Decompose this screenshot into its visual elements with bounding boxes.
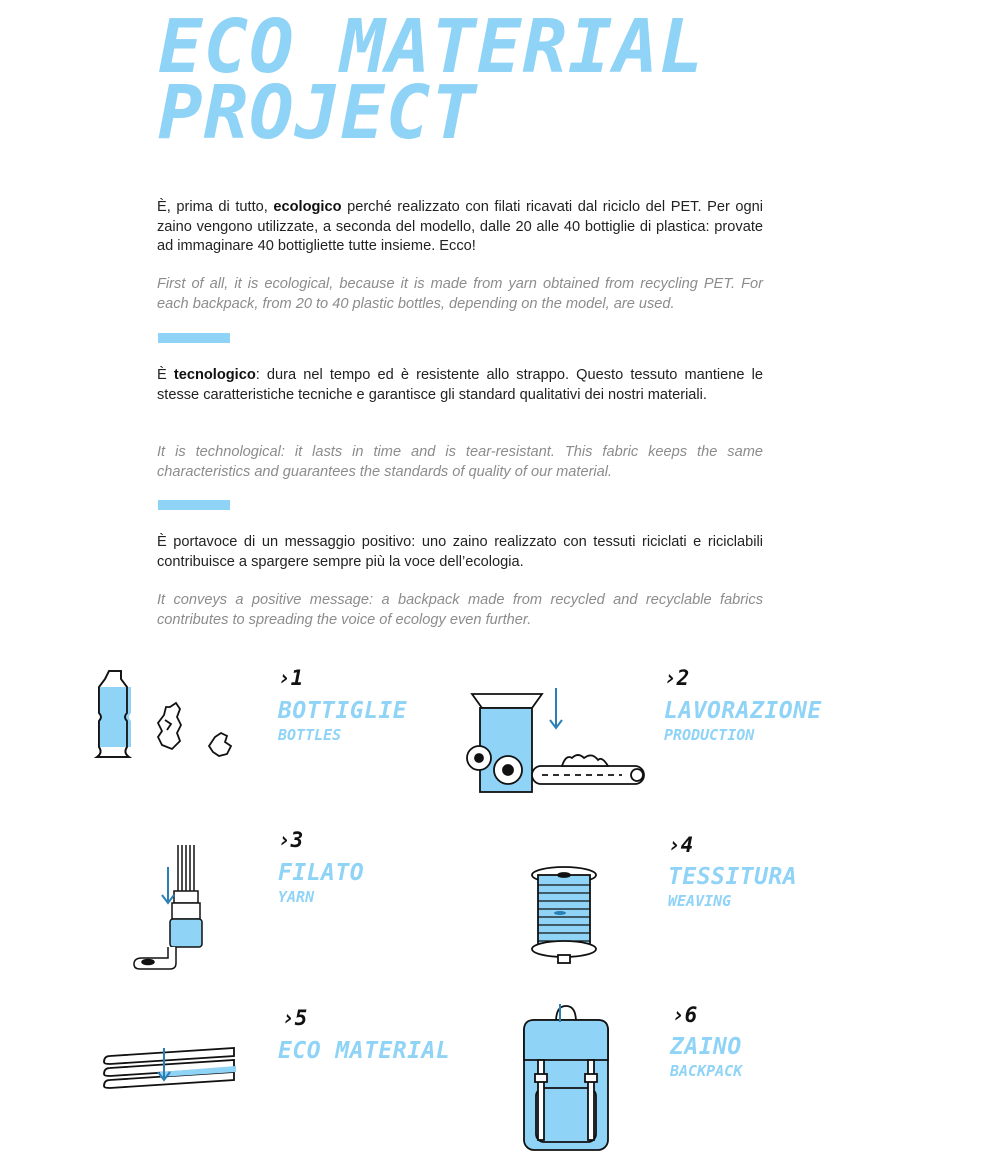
section-1-english-text: First of all, it is ecological, because it is made from yarn obtained from recycling PET. For each backpack, from 20 to 40 plastic bottles, depending on the model, are used. [157, 276, 763, 312]
step-4-subtitle: WEAVING [668, 892, 732, 910]
backpack-icon [520, 1000, 612, 1154]
step-2-subtitle: PRODUCTION [664, 726, 755, 744]
step-6-number: ›6 [672, 1003, 698, 1027]
step-3-title: FILATO [278, 860, 365, 886]
step-3-number: ›3 [278, 828, 304, 852]
step-3-subtitle: YARN [278, 888, 315, 906]
section-divider [158, 333, 230, 343]
fabric-layers-icon [100, 1046, 240, 1106]
section-3-italian-text: È portavoce di un messaggio positivo: uno zaino realizzato con tessuti riciclati e riciclabili contribuisce a spargere sempre più la voce dell’ecologia. [157, 534, 763, 570]
section-divider [158, 500, 230, 510]
section-3-english-text: It conveys a positive message: a backpack made from recycled and recyclable fabrics contributes to spreading the voice of ecology even further. [157, 592, 763, 628]
title-line-1: ECO MATERIAL [158, 4, 705, 90]
step-2-title: LAVORAZIONE [664, 698, 822, 724]
step-4-title: TESSITURA [668, 864, 798, 890]
step-6-subtitle: BACKPACK [670, 1062, 743, 1080]
step-2-number: ›2 [664, 666, 690, 690]
section-1-italian-text: È, prima di tutto, ecologico perché realizzato con filati ricavati dal riciclo del PET. Per ogni zaino vengono utilizzate, a seconda del modello, dalle 20 alle 40 bottiglie di plastica: provate ad immaginare 40 bottigliette tutte insieme. Ecco! [157, 199, 763, 254]
step-4-number: ›4 [668, 833, 694, 857]
section-2-keyword: tecnologico [173, 367, 256, 383]
step-1-subtitle: BOTTLES [278, 726, 342, 744]
shredder-machine-icon [462, 688, 652, 798]
section-1-keyword: ecologico [273, 199, 342, 215]
section-2-italian-text: È tecnologico: dura nel tempo ed è resistente allo strappo. Questo tessuto mantiene le stesse caratteristiche tecniche e garantisce gli standard qualitativi dei nostri materiali. [157, 367, 763, 403]
page-title [158, 4, 705, 156]
plastic-bottles-icon [95, 665, 255, 765]
section-2-english-text: It is technological: it lasts in time and is tear-resistant. This fabric keeps the same characteristics and guarantees the standards of quality of our material. [157, 444, 763, 480]
yarn-spinning-icon [132, 843, 212, 973]
step-1-number: ›1 [278, 666, 304, 690]
step-5-number: ›5 [282, 1006, 308, 1030]
title-line-2: PROJECT [158, 70, 477, 156]
step-5-title: ECO MATERIAL [278, 1038, 451, 1064]
step-6-title: ZAINO [670, 1034, 742, 1060]
step-1-title: BOTTIGLIE [278, 698, 408, 724]
thread-spool-icon [528, 865, 600, 967]
